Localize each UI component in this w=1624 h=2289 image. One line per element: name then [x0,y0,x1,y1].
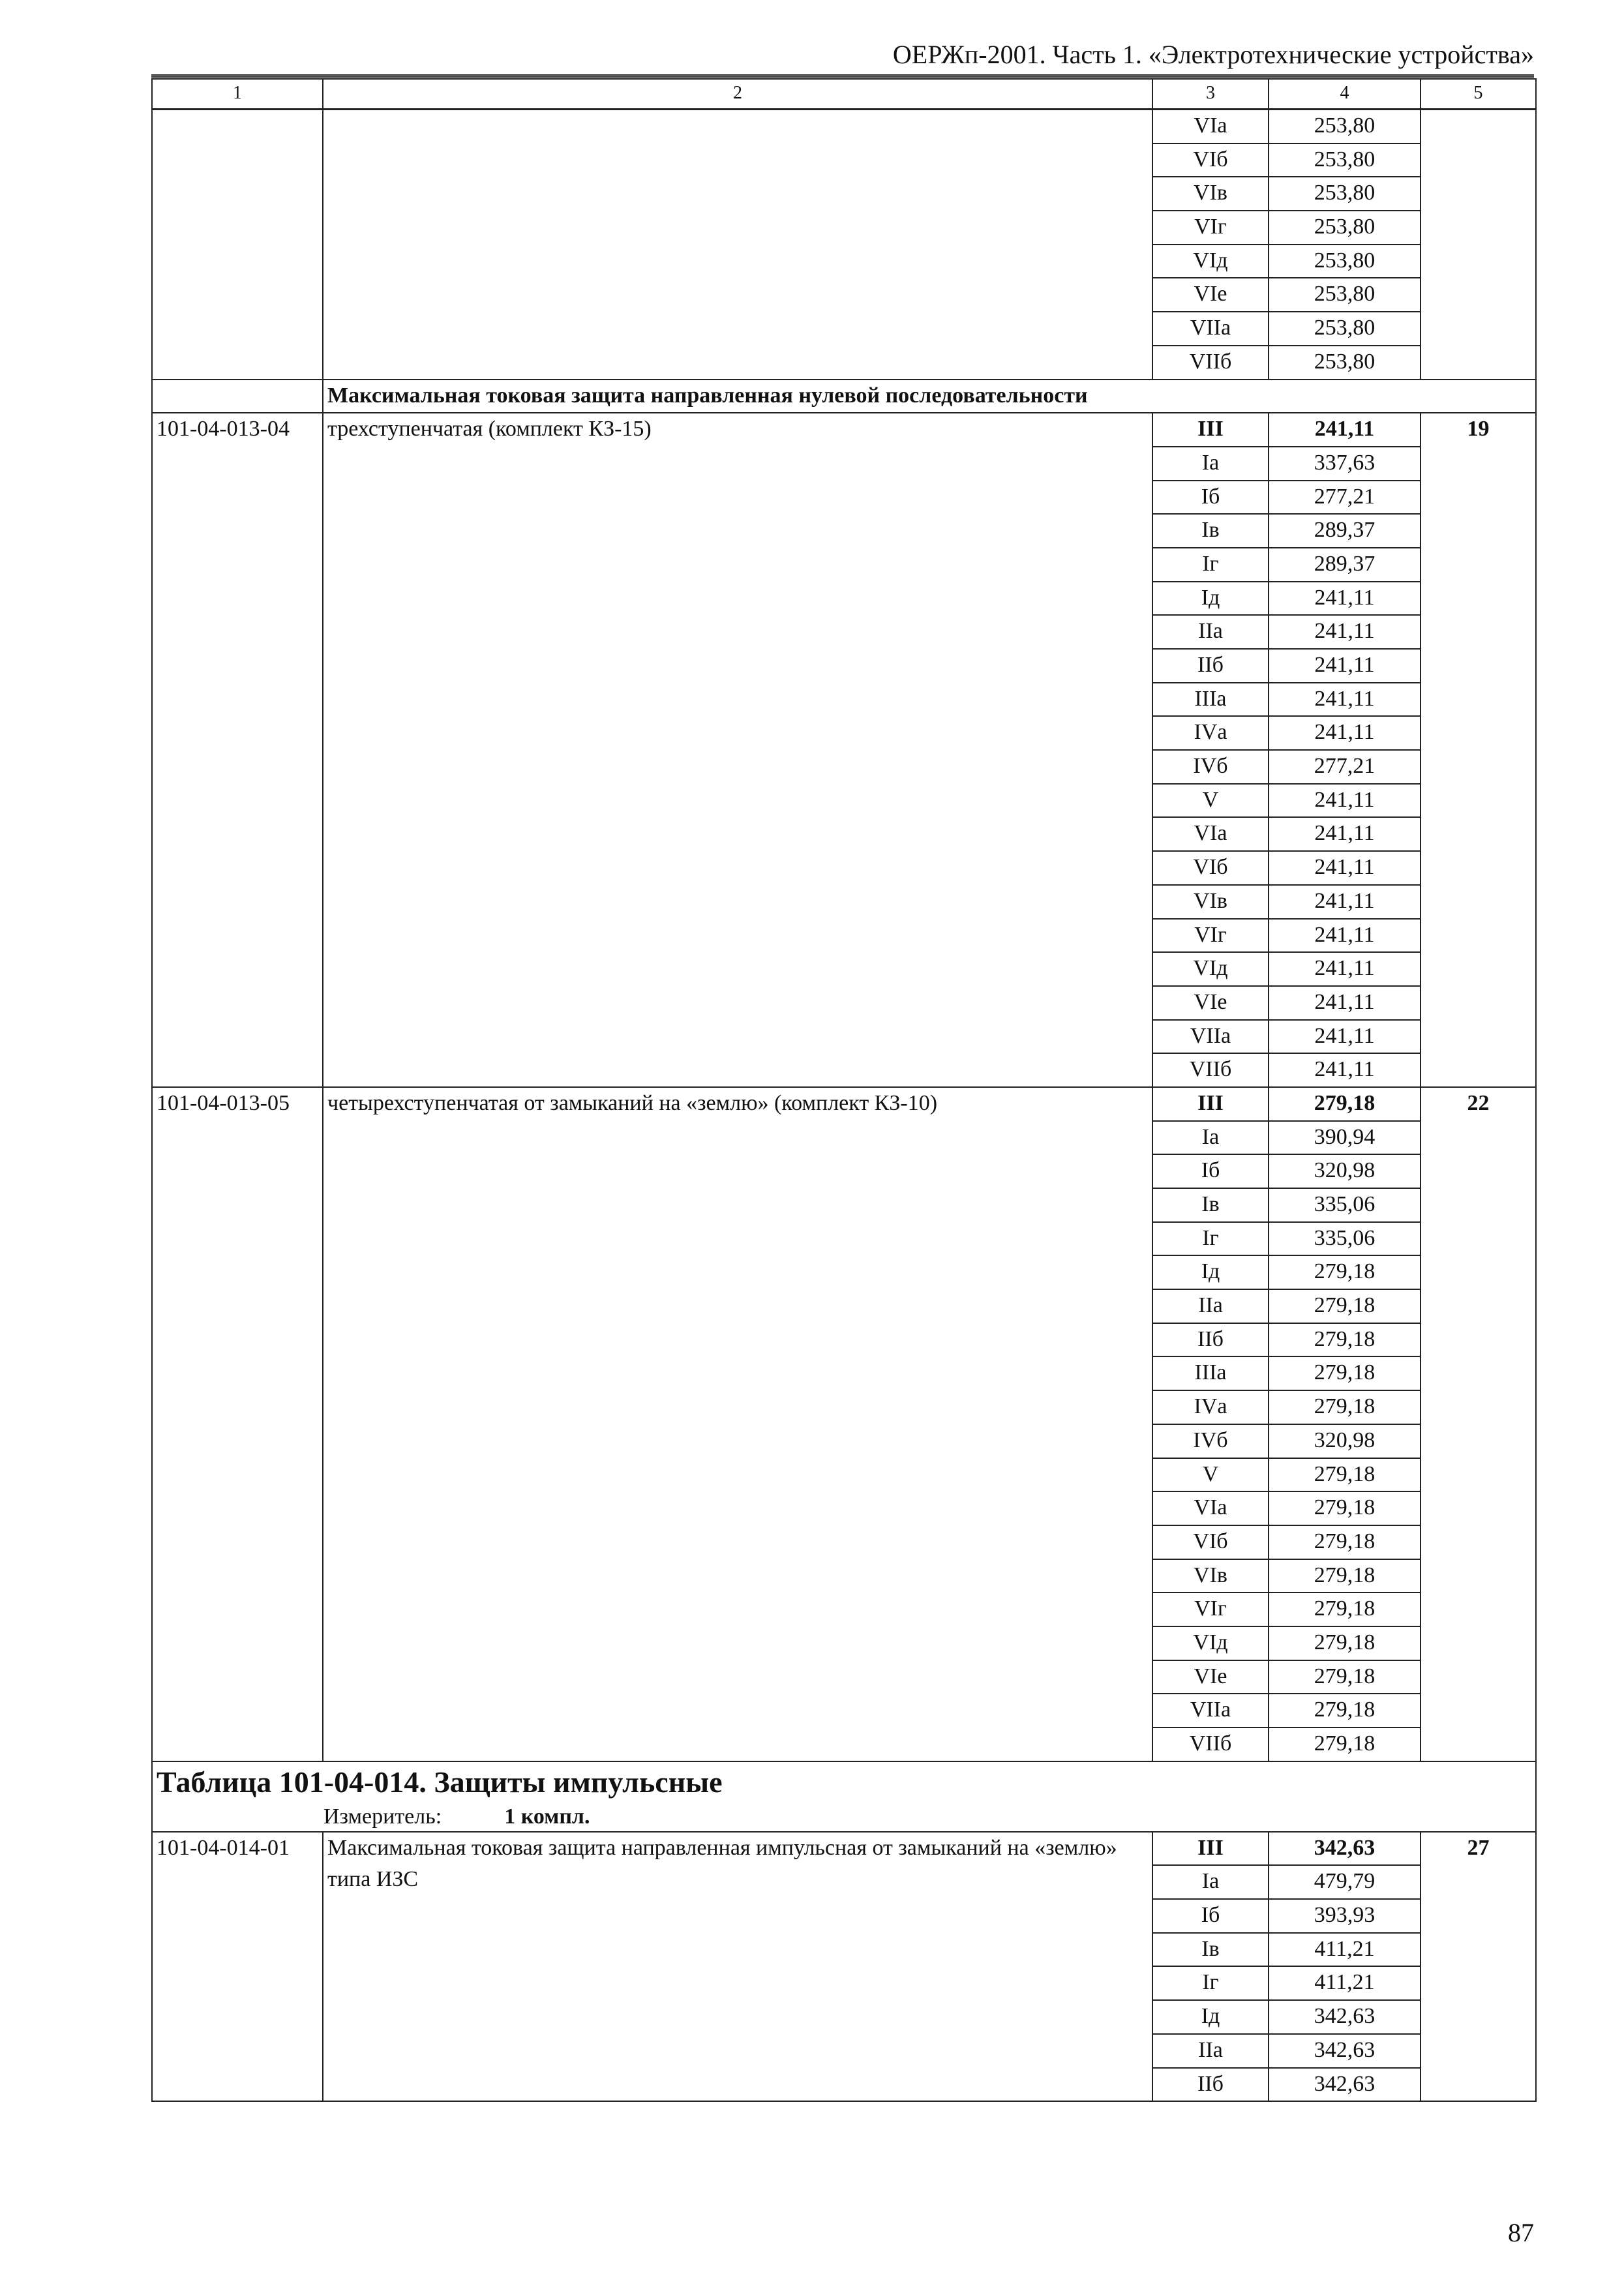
price-cell: 342,63 [1269,2034,1421,2068]
zone-cell: VIг [1152,1593,1269,1626]
zone-cell: IIа [1152,1289,1269,1323]
price-cell: 253,80 [1269,143,1421,177]
price-cell: 279,18 [1269,1728,1421,1761]
zone-cell: IIа [1152,615,1269,649]
price-cell: 241,11 [1269,817,1421,851]
column-number: 3 [1152,79,1269,110]
zone-cell: Iг [1152,1966,1269,2000]
price-cell: 337,63 [1269,447,1421,481]
zone-cell: III [1152,1832,1269,1866]
price-cell: 253,80 [1269,346,1421,380]
zone-cell: IIIа [1152,1356,1269,1390]
zone-cell: VIе [1152,1660,1269,1694]
page-header [151,35,1534,78]
price-cell: 335,06 [1269,1222,1421,1256]
document-title: ОЕРЖп-2001. Часть 1. «Электротехнические устройства» [892,40,1534,69]
price-table-container [151,78,1535,2102]
zone-cell: Iв [1152,1188,1269,1222]
zone-cell: VIв [1152,1559,1269,1593]
price-cell: 279,18 [1269,1458,1421,1492]
price-cell: 279,18 [1269,1626,1421,1660]
price-cell: 277,21 [1269,750,1421,784]
price-cell: 241,11 [1269,716,1421,750]
zone-cell: V [1152,784,1269,818]
zone-cell: Iд [1152,1255,1269,1289]
price-cell: 335,06 [1269,1188,1421,1222]
price-cell: 279,18 [1269,1660,1421,1694]
price-cell: 289,37 [1269,514,1421,548]
zone-cell: VIд [1152,1626,1269,1660]
zone-cell: III [1152,1087,1269,1121]
price-cell: 479,79 [1269,1865,1421,1899]
price-cell: 277,21 [1269,481,1421,515]
rate-cell: 22 [1421,1087,1536,1761]
section-heading: Максимальная токовая защита направленная нулевой последовательности [323,380,1536,413]
zone-cell: VIд [1152,245,1269,278]
zone-cell: VIг [1152,211,1269,245]
price-cell: 241,11 [1269,413,1421,447]
price-cell: 253,80 [1269,177,1421,211]
zone-cell: VIб [1152,143,1269,177]
column-number: 5 [1421,79,1536,110]
price-cell: 289,37 [1269,548,1421,582]
zone-cell: VIд [1152,952,1269,986]
zone-cell: Iа [1152,447,1269,481]
price-cell: 241,11 [1269,851,1421,885]
price-cell: 342,63 [1269,2000,1421,2034]
unit-label: Измеритель: [323,1804,442,1829]
zone-cell: IVб [1152,1424,1269,1458]
price-cell: 279,18 [1269,1525,1421,1559]
code-cell [152,110,323,380]
table-row [152,110,1536,143]
zone-cell: IVа [1152,716,1269,750]
zone-cell: VIб [1152,1525,1269,1559]
table-title: Таблица 101-04-014. Защиты импульсные [157,1765,723,1799]
zone-cell: Iб [1152,1154,1269,1188]
item-code: 101-04-013-05 [152,1087,323,1761]
price-cell: 279,18 [1269,1289,1421,1323]
zone-cell: VIв [1152,885,1269,919]
item-code: 101-04-013-04 [152,413,323,1087]
zone-cell: VIIб [1152,346,1269,380]
zone-cell: IIб [1152,649,1269,683]
zone-cell: Iв [1152,514,1269,548]
price-cell: 241,11 [1269,683,1421,717]
zone-cell: VIе [1152,278,1269,312]
item-description: Максимальная токовая защита направленная импульсная от замыканий на «землю» типа ИЗС [323,1832,1152,2102]
zone-cell: III [1152,413,1269,447]
price-table [151,78,1537,2102]
zone-cell: VIIа [1152,312,1269,346]
price-cell: 390,94 [1269,1121,1421,1155]
price-cell: 279,18 [1269,1323,1421,1357]
zone-cell: VIа [1152,1491,1269,1525]
zone-cell: Iд [1152,2000,1269,2034]
price-cell: 241,11 [1269,952,1421,986]
table-row [152,413,1536,447]
price-cell: 320,98 [1269,1424,1421,1458]
zone-cell: Iб [1152,1899,1269,1933]
price-cell: 279,18 [1269,1255,1421,1289]
section-heading-row [152,380,1536,413]
price-cell: 253,80 [1269,110,1421,143]
zone-cell: VIг [1152,919,1269,953]
zone-cell: IVб [1152,750,1269,784]
table-title-cell [152,1761,1536,1832]
zone-cell: Iг [1152,548,1269,582]
unit-value: 1 компл. [504,1804,590,1829]
price-cell: 279,18 [1269,1593,1421,1626]
zone-cell: VIв [1152,177,1269,211]
price-cell: 411,21 [1269,1933,1421,1967]
price-cell: 279,18 [1269,1087,1421,1121]
price-cell: 241,11 [1269,615,1421,649]
page-number: 87 [1508,2218,1534,2247]
rate-cell [1421,110,1536,380]
table-row [152,1087,1536,1121]
price-cell: 393,93 [1269,1899,1421,1933]
column-number: 1 [152,79,323,110]
price-cell: 241,11 [1269,919,1421,953]
price-cell: 342,63 [1269,1832,1421,1866]
zone-cell: Iв [1152,1933,1269,1967]
price-cell: 241,11 [1269,582,1421,616]
zone-cell: IVа [1152,1390,1269,1424]
column-number: 2 [323,79,1152,110]
item-code: 101-04-014-01 [152,1832,323,2102]
zone-cell: VIа [1152,110,1269,143]
description-cell [323,110,1152,380]
zone-cell: IIб [1152,1323,1269,1357]
price-cell: 253,80 [1269,278,1421,312]
unit-line [157,1803,1531,1831]
price-cell: 241,11 [1269,784,1421,818]
column-number-row [152,79,1536,110]
item-description: трехступенчатая (комплект КЗ-15) [323,413,1152,1087]
zone-cell: V [1152,1458,1269,1492]
price-cell: 279,18 [1269,1356,1421,1390]
zone-cell: IIа [1152,2034,1269,2068]
zone-cell: Iа [1152,1121,1269,1155]
rate-cell: 27 [1421,1832,1536,2102]
price-cell: 279,18 [1269,1694,1421,1728]
zone-cell: IIб [1152,2068,1269,2102]
zone-cell: VIе [1152,986,1269,1020]
price-cell: 241,11 [1269,649,1421,683]
zone-cell: VIIб [1152,1053,1269,1087]
price-cell: 279,18 [1269,1390,1421,1424]
table-row [152,1832,1536,1866]
price-cell: 411,21 [1269,1966,1421,2000]
zone-cell: IIIа [1152,683,1269,717]
zone-cell: VIIа [1152,1020,1269,1054]
price-cell: 342,63 [1269,2068,1421,2102]
price-cell: 279,18 [1269,1559,1421,1593]
code-cell [152,380,323,413]
table-title-row [152,1761,1536,1832]
zone-cell: VIб [1152,851,1269,885]
zone-cell: VIIб [1152,1728,1269,1761]
column-number: 4 [1269,79,1421,110]
zone-cell: Iг [1152,1222,1269,1256]
price-cell: 320,98 [1269,1154,1421,1188]
price-cell: 241,11 [1269,1020,1421,1054]
price-cell: 241,11 [1269,885,1421,919]
zone-cell: Iа [1152,1865,1269,1899]
price-cell: 241,11 [1269,1053,1421,1087]
rate-cell: 19 [1421,413,1536,1087]
price-cell: 279,18 [1269,1491,1421,1525]
price-cell: 241,11 [1269,986,1421,1020]
price-cell: 253,80 [1269,211,1421,245]
price-cell: 253,80 [1269,245,1421,278]
zone-cell: Iб [1152,481,1269,515]
price-cell: 253,80 [1269,312,1421,346]
zone-cell: VIIа [1152,1694,1269,1728]
zone-cell: VIа [1152,817,1269,851]
zone-cell: Iд [1152,582,1269,616]
item-description: четырехступенчатая от замыканий на «землю» (комплект КЗ-10) [323,1087,1152,1761]
